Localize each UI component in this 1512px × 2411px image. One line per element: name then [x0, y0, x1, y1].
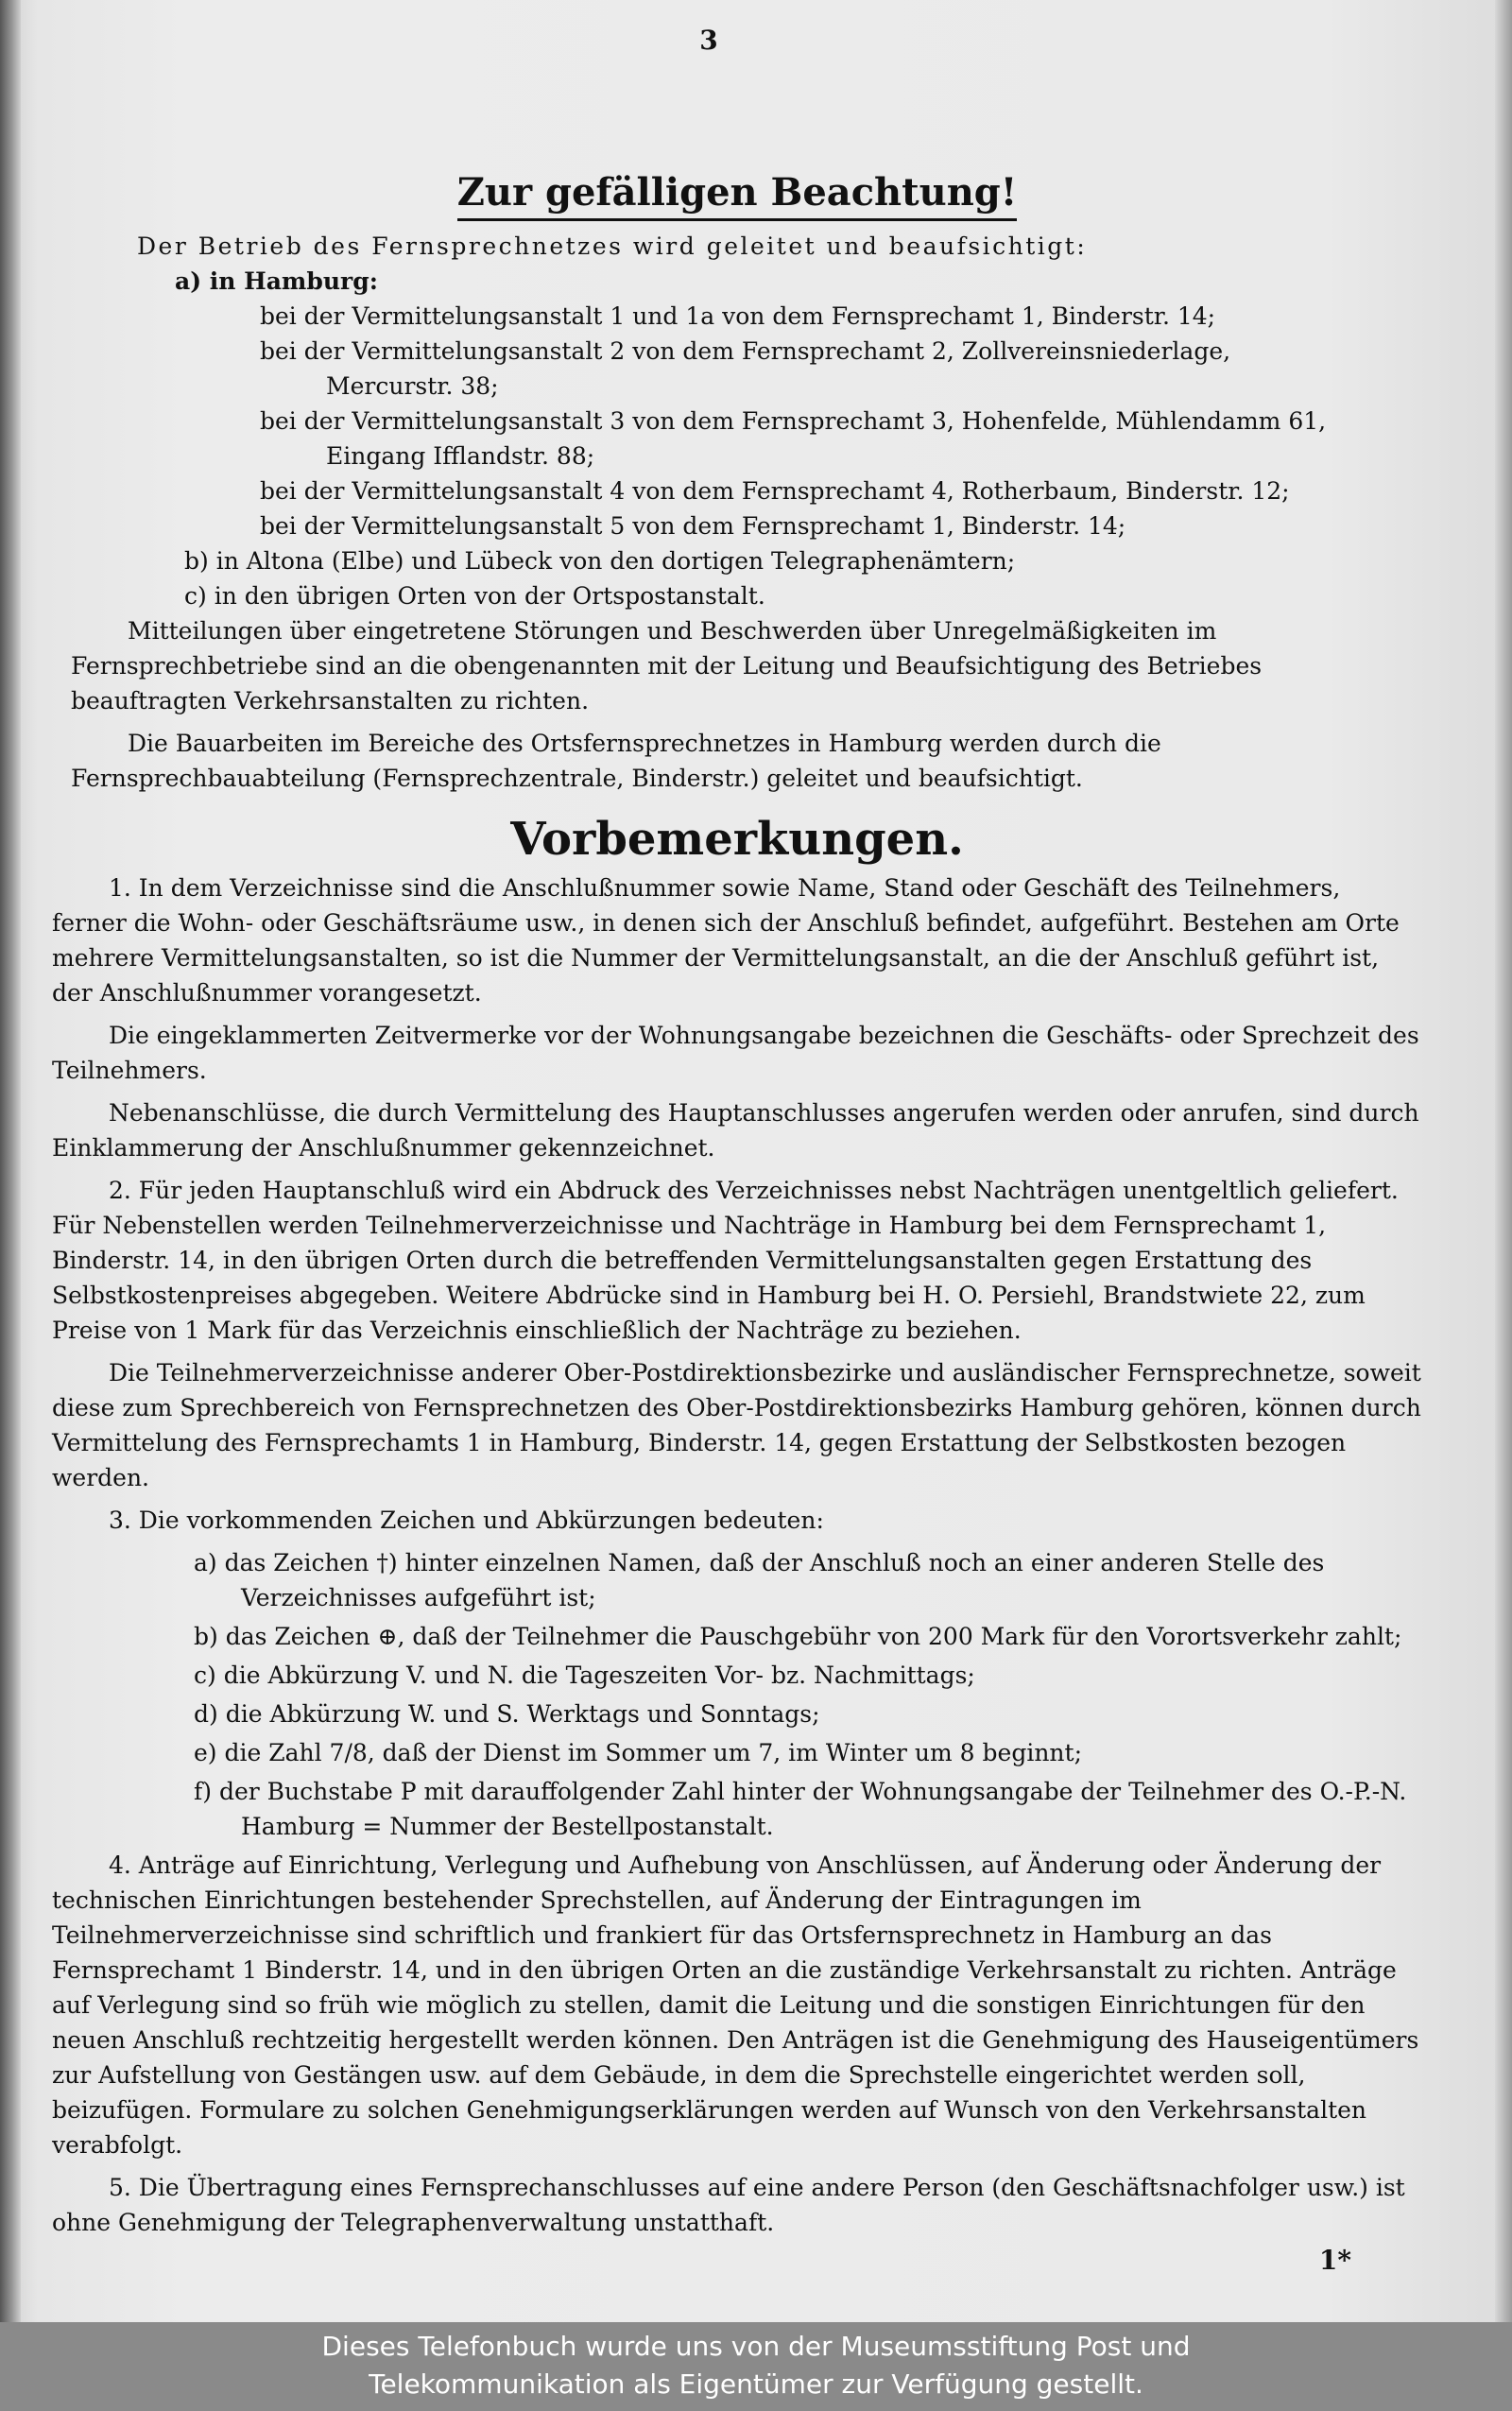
betrieb-b: b) in Altona (Elbe) und Lübeck von den dortigen Telegraphenämtern;	[184, 547, 1016, 575]
paragraph-1c: Nebenanschlüsse, die durch Vermittelung des Hauptanschlusses angerufen werden oder anrufen, sind durch Einklammerung der Anschlußnummer gekennzeichnet.	[52, 1099, 1419, 1162]
footer-line-1: Dieses Telefonbuch wurde uns von der Museumsstiftung Post und	[321, 2331, 1191, 2362]
paragraph-2b: Die Teilnehmerverzeichnisse anderer Ober-Postdirektionsbezirke und ausländischer Fernsprechnetze, soweit diese zum Sprechbereich von Fernsprechnetzen des Ober-Postdirektionsbezirks Hamburg gehören, können durch Vermittelung des Fernsprechamts 1 in Hamburg, Binderstr. 14, gegen Erstattung der Selbstkosten bezogen werden.	[52, 1359, 1421, 1491]
abbreviation-item: e) die Zahl 7/8, daß der Dienst im Sommer um 7, im Winter um 8 beginnt;	[194, 1739, 1082, 1766]
document-body	[52, 161, 1422, 2247]
betrieb-c: c) in den übrigen Orten von der Ortspostanstalt.	[184, 582, 765, 610]
betrieb-a-label: a) in Hamburg:	[175, 267, 378, 295]
archive-footer	[0, 2322, 1512, 2411]
paragraph-1: 1. In dem Verzeichnisse sind die Anschlußnummer sowie Name, Stand oder Geschäft des Teilnehmers, ferner die Wohn- oder Geschäftsräume usw., in denen sich der Anschluß befindet, aufgeführt. Bestehen am Orte mehrere Vermittelungsanstalten, so ist die Nummer der Vermittelungsanstalt, an die der Anschluß geführt ist, der Anschlußnummer vorangesetzt.	[52, 874, 1400, 1007]
betrieb-bauarbeiten: Die Bauarbeiten im Bereiche des Ortsfernsprechnetzes in Hamburg werden durch die Fernsprechbauabteilung (Fernsprechzentrale, Binderstr.) geleitet und beaufsichtigt.	[71, 730, 1161, 792]
abbreviation-item: a) das Zeichen †) hinter einzelnen Namen, daß der Anschluß noch an einer anderen Stelle des Verzeichnisses aufgeführt ist;	[194, 1549, 1325, 1611]
betrieb-a-line: bei der Vermittelungsanstalt 4 von dem Fernsprechamt 4, Rotherbaum, Binderstr. 12;	[260, 477, 1290, 505]
paragraph-4: 4. Anträge auf Einrichtung, Verlegung und Aufhebung von Anschlüssen, auf Änderung oder Änderung der technischen Einrichtungen bestehender Sprechstellen, auf Änderung der Eintragungen im Teilnehmerverzeichnisse sind schriftlich und frankiert für das Ortsfernsprechnetz in Hamburg an das Fernsprechamt 1 Binderstr. 14, und in den übrigen Orten an die zuständige Verkehrsanstalt zu richten. Anträge auf Verlegung sind so früh wie möglich zu stellen, damit die Leitung und die sonstigen Einrichtungen für den neuen Anschluß rechtzeitig hergestellt werden können. Den Anträgen ist die Genehmigung des Hauseigentümers zur Aufstellung von Gestängen usw. auf dem Gebäude, in dem die Sprechstelle eingerichtet werden soll, beizufügen. Formulare zu solchen Genehmigungserklärungen werden auf Wunsch von den Verkehrsanstalten verabfolgt.	[52, 1851, 1419, 2159]
paragraph-2: 2. Für jeden Hauptanschluß wird ein Abdruck des Verzeichnisses nebst Nachträgen unentgeltlich geliefert. Für Nebenstellen werden Teilnehmerverzeichnisse und Nachträge in Hamburg bei dem Fernsprechamt 1, Binderstr. 14, in den übrigen Orten durch die betreffenden Vermittelungsanstalten gegen Erstattung des Selbstkostenpreises abgegeben. Weitere Abdrücke sind in Hamburg bei H. O. Persiehl, Brandstwiete 22, zum Preise von 1 Mark für das Verzeichnis einschließlich der Nachträge zu beziehen.	[52, 1177, 1399, 1344]
page-number: 3	[699, 25, 718, 56]
betrieb-a-line: bei der Vermittelungsanstalt 5 von dem Fernsprechamt 1, Binderstr. 14;	[260, 512, 1126, 540]
abbreviation-item: d) die Abkürzung W. und S. Werktags und Sonntags;	[194, 1700, 820, 1728]
page-binding-shadow	[0, 0, 21, 2325]
notice-heading-text: Zur gefälligen Beachtung!	[457, 170, 1018, 221]
paragraph-1b: Die eingeklammerten Zeitvermerke vor der Wohnungsangabe bezeichnen die Geschäfts- oder Sprechzeit des Teilnehmers.	[52, 1022, 1419, 1084]
betrieb-a-line: Eingang Ifflandstr. 88;	[326, 442, 595, 470]
paragraph-5: 5. Die Übertragung eines Fernsprechanschlusses auf eine andere Person (den Geschäftsnachfolger usw.) ist ohne Genehmigung der Telegraphenverwaltung unstatthaft.	[52, 2174, 1405, 2236]
vorbemerkungen-heading: Vorbemerkungen.	[510, 813, 964, 866]
abbreviation-item: b) das Zeichen ⊕, daß der Teilnehmer die Pauschgebühr von 200 Mark für den Vorortsverkehr zahlt;	[194, 1623, 1402, 1650]
abbreviation-item: c) die Abkürzung V. und N. die Tageszeiten Vor- bz. Nachmittags;	[194, 1662, 975, 1689]
betrieb-a-line: bei der Vermittelungsanstalt 2 von dem Fernsprechamt 2, Zollvereinsniederlage,	[260, 337, 1231, 365]
betrieb-a-line: bei der Vermittelungsanstalt 1 und 1a von dem Fernsprechamt 1, Binderstr. 14;	[260, 302, 1216, 330]
page-edge-shadow	[1495, 0, 1512, 2325]
betrieb-a-line: Mercurstr. 38;	[326, 372, 499, 400]
footer-line-2: Telekommunikation als Eigentümer zur Verfügung gestellt.	[369, 2368, 1143, 2400]
paragraph-3: 3. Die vorkommenden Zeichen und Abkürzungen bedeuten:	[109, 1507, 824, 1534]
betrieb-intro: Der Betrieb des Fernsprechnetzes wird geleitet und beaufsichtigt:	[137, 232, 1088, 260]
signature-mark: 1*	[1318, 2245, 1351, 2276]
betrieb-a-line: bei der Vermittelungsanstalt 3 von dem Fernsprechamt 3, Hohenfelde, Mühlendamm 61,	[260, 407, 1327, 435]
abbreviation-item: f) der Buchstabe P mit darauffolgender Zahl hinter der Wohnungsangabe der Teilnehmer des O.-P.-N. Hamburg = Nummer der Bestellpostanstalt.	[194, 1778, 1407, 1840]
betrieb-mitteilungen: Mitteilungen über eingetretene Störungen und Beschwerden über Unregelmäßigkeiten im Fernsprechbetriebe sind an die obengenannten mit der Leitung und Beaufsichtigung des Betriebes beauftragten Verkehrsanstalten zu richten.	[71, 617, 1263, 715]
notice-heading	[52, 170, 1422, 215]
